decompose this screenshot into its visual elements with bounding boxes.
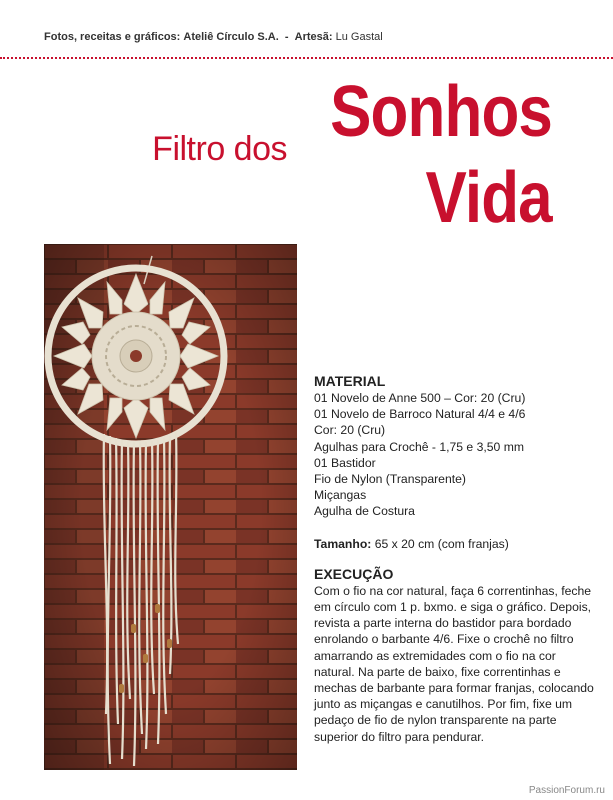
watermark: PassionForum.ru [528, 785, 605, 796]
artisan-name: Lu Gastal [335, 31, 383, 43]
size-label: Tamanho: [314, 536, 372, 551]
material-heading: MATERIAL [314, 373, 386, 389]
material-item: Miçangas [314, 488, 367, 503]
title-small: Filtro dos [152, 130, 287, 168]
artisan-label: Artesã: [294, 31, 333, 43]
recipe-column [314, 373, 599, 745]
page-title [0, 72, 552, 260]
material-item: 01 Bastidor [314, 455, 376, 470]
title-big-line2: Vida [425, 158, 552, 238]
material-item: Cor: 20 (Cru) [314, 423, 386, 438]
execution-heading: EXECUÇÃO [314, 565, 394, 582]
material-item: 01 Novelo de Barroco Natural 4/4 e 4/6 [314, 407, 526, 422]
credits-separator: - [284, 31, 289, 43]
credits-line [44, 31, 383, 43]
size-value: 65 x 20 cm (com franjas) [374, 536, 509, 551]
dotted-divider [0, 57, 613, 59]
material-item: 01 Novelo de Anne 500 – Cor: 20 (Cru) [314, 391, 526, 405]
dreamcatcher-photo [44, 244, 297, 770]
material-item: Agulha de Costura [314, 504, 415, 519]
credits-company: Ateliê Círculo S.A. [183, 31, 279, 43]
material-item: Fio de Nylon (Transparente) [314, 472, 466, 487]
dreamcatcher-illustration [44, 244, 297, 770]
execution-text: Com o fio na cor natural, faça 6 correntinhas, feche em círculo com 1 p. bxmo. e siga o gráfico. Depois, revista a parte interna do bastidor para bordado enrolando o barbante 4/6. Fixe o crochê no filtro amarrando as extremidades com o fio na cor natural. Na parte de baixo, fixe correntinhas e mechas de barbante para formar franjas, colocando junto as miçangas e canutilhos. Por fim, fixe um pedaço de fio de nylon transparente na parte superior do filtro para pendurar. [314, 583, 594, 744]
size-line [314, 536, 599, 552]
credits-label: Fotos, receitas e gráficos: [44, 31, 181, 43]
title-big-line1: Sonhos [330, 72, 552, 152]
material-item: Agulhas para Crochê - 1,75 e 3,50 mm [314, 439, 525, 454]
